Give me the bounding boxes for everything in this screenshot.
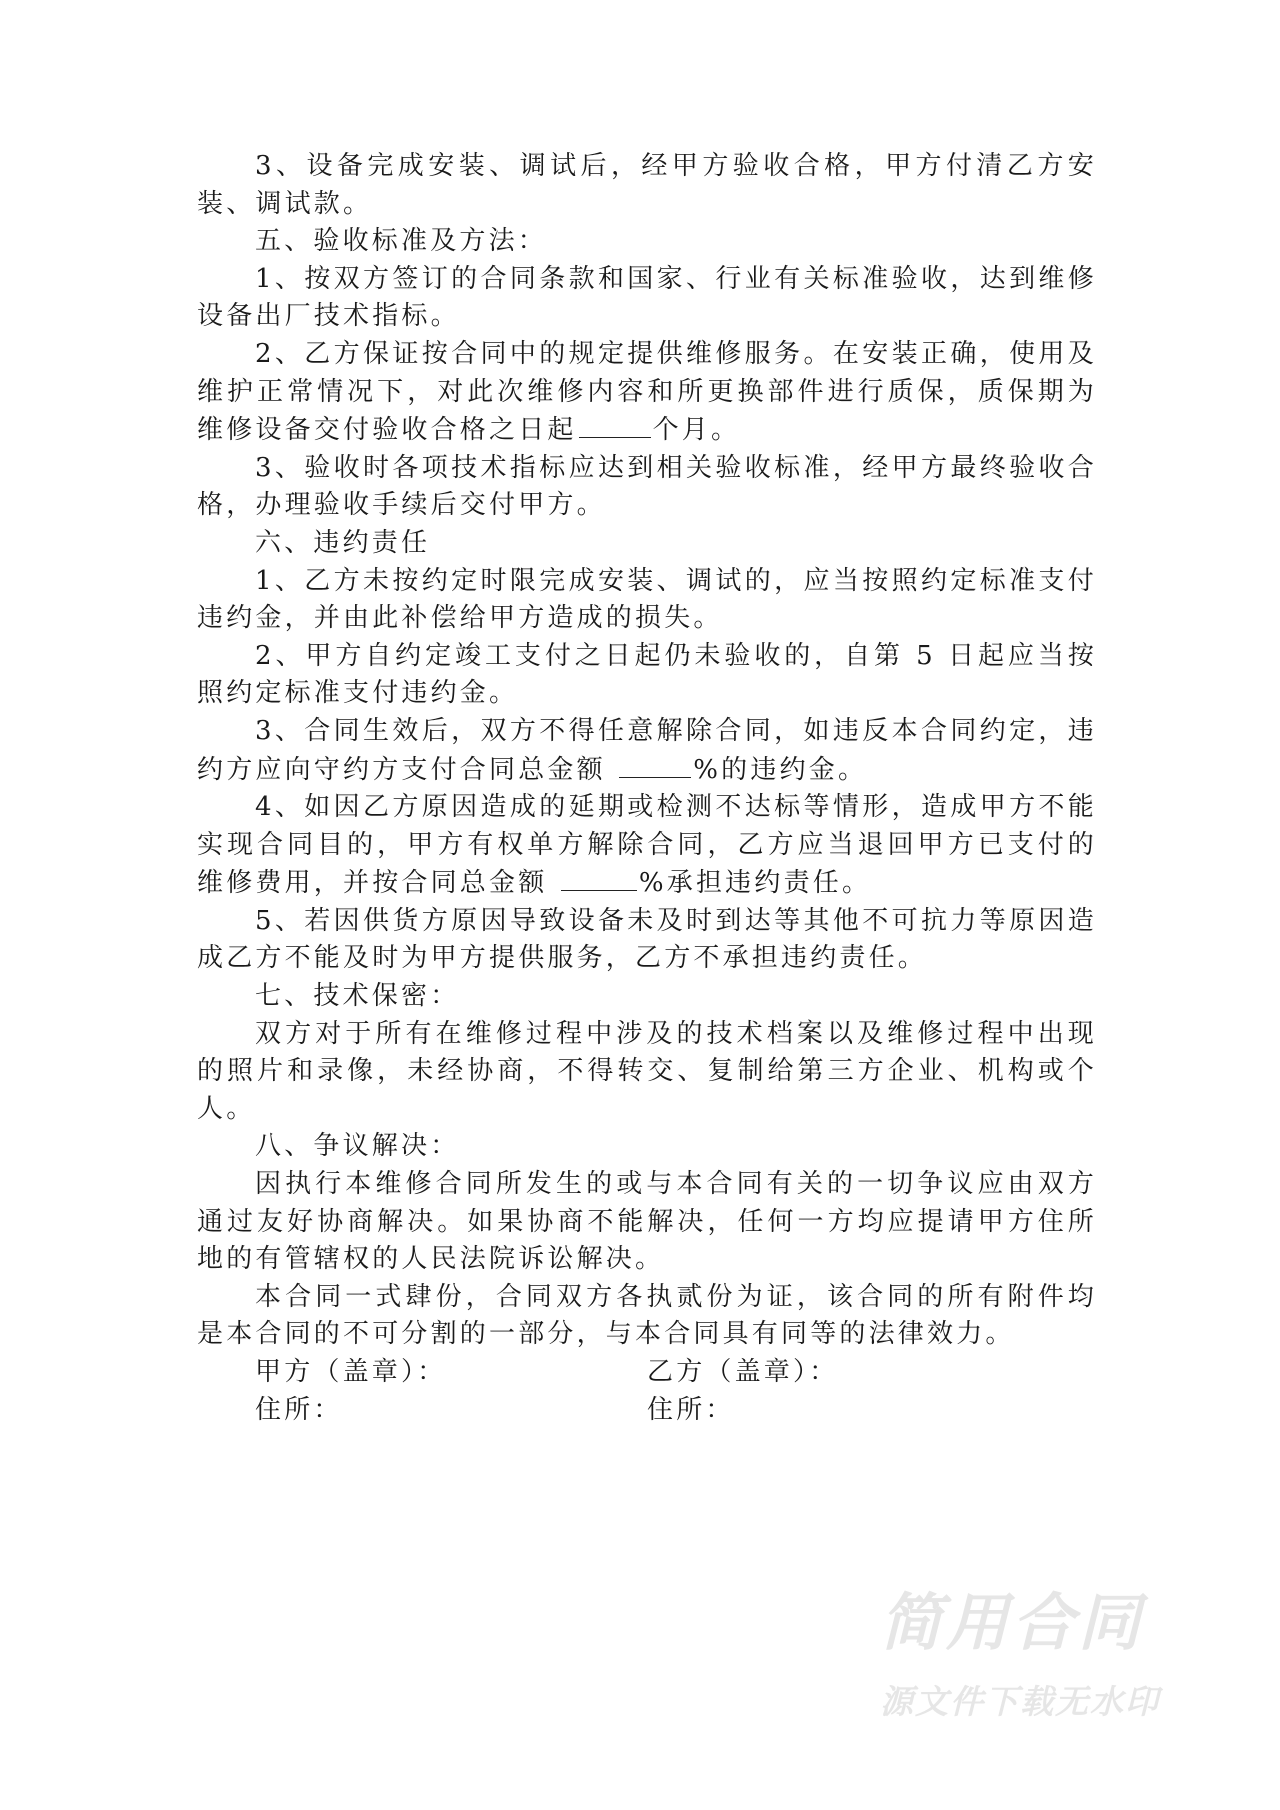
clause-6-2: 2、甲方自约定竣工支付之日起仍未验收的，自第 5 日起应当按照约定标准支付违约金。 <box>197 640 1097 709</box>
clause-6-3 <box>197 713 1097 789</box>
signature-address-row <box>197 1392 1097 1430</box>
clause-6-3-tail: %的违约金。 <box>693 754 868 785</box>
clause-7-1: 双方对于所有在维修过程中涉及的技术档案以及维修过程中出现的照片和录像，未经协商，不得转交、复制给第三方企业、机构或个人。 <box>197 1018 1097 1124</box>
section-5-heading: 五、验收标准及方法： <box>255 226 548 257</box>
party-b-address-label: 住所： <box>647 1394 735 1425</box>
clause-8-1: 因执行本维修合同所发生的或与本合同有关的一切争议应由双方通过友好协商解决。如果协商不能解决，任何一方均应提请甲方住所地的有管辖权的人民法院诉讼解决。 <box>197 1169 1097 1275</box>
contract-page <box>197 148 1097 1429</box>
party-b-seal-label: 乙方（盖章）： <box>647 1357 839 1387</box>
party-a-seal-label: 甲方（盖章）： <box>255 1357 447 1387</box>
penalty-percent-blank[interactable] <box>619 751 691 778</box>
party-a-address-label: 住所： <box>255 1394 343 1425</box>
clause-6-4-tail: %承担违约责任。 <box>638 868 872 899</box>
clause-6-3-text: 3、合同生效后，双方不得任意解除合同，如违反本合同约定，违约方应向守约方支付合同总金额 <box>197 715 1097 785</box>
clause-5-3: 3、验收时各项技术指标应达到相关验收标准，经甲方最终验收合格，办理验收手续后交付甲方。 <box>197 452 1097 521</box>
clause-6-4-text: 4、如因乙方原因造成的延期或检测不达标等情形，造成甲方不能实现合同目的，甲方有权单方解除合同，乙方应当退回甲方已支付的维修费用，并按合同总金额 <box>197 792 1097 899</box>
closing-clause: 本合同一式肆份，合同双方各执贰份为证，该合同的所有附件均是本合同的不可分割的一部分，与本合同具有同等的法律效力。 <box>197 1281 1097 1350</box>
clause-5-1: 1、按双方签订的合同条款和国家、行业有关标准验收，达到维修设备出厂技术指标。 <box>197 263 1097 332</box>
watermark-subtitle: 源文件下载无水印 <box>880 1682 1160 1721</box>
clause-5-2-tail: 个月。 <box>652 415 741 446</box>
clause-6-4 <box>197 789 1097 903</box>
clause-5-2 <box>197 336 1097 450</box>
liability-percent-blank[interactable] <box>561 864 637 891</box>
clause-4-3: 3、设备完成安装、调试后，经甲方验收合格，甲方付清乙方安装、调试款。 <box>197 151 1097 219</box>
clause-6-5: 5、若因供货方原因导致设备未及时到达等其他不可抗力等原因造成乙方不能及时为甲方提供服务，乙方不承担违约责任。 <box>197 905 1097 974</box>
watermark-title: 简用合同 <box>880 1586 1145 1659</box>
section-6-heading: 六、违约责任 <box>255 527 431 558</box>
signature-seal-row <box>197 1354 1097 1392</box>
clause-6-1: 1、乙方未按约定时限完成安装、调试的，应当按照约定标准支付违约金，并由此补偿给甲方造成的损失。 <box>197 565 1097 634</box>
warranty-months-blank[interactable] <box>579 411 651 438</box>
section-8-heading: 八、争议解决： <box>255 1131 460 1162</box>
watermark <box>880 1588 1200 1724</box>
clause-5-2-text: 2、乙方保证按合同中的规定提供维修服务。在安装正确，使用及维护正常情况下，对此次维修内容和所更换部件进行质保，质保期为维修设备交付验收合格之日起 <box>197 338 1097 446</box>
section-7-heading: 七、技术保密： <box>255 981 460 1012</box>
